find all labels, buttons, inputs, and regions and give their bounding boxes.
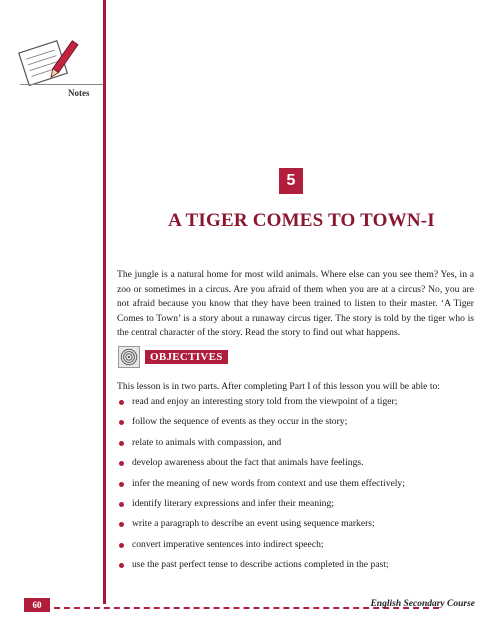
bullet-dot-icon (119, 543, 124, 548)
list-item (117, 416, 477, 428)
list-item-text: write a paragraph to describe an event using sequence markers; (132, 518, 375, 530)
list-item-text: develop awareness about the fact that animals have feelings. (132, 457, 364, 469)
bullet-dot-icon (119, 420, 124, 425)
list-item (117, 478, 477, 490)
list-item (117, 518, 477, 530)
list-item-text: follow the sequence of events as they occur in the story; (132, 416, 348, 428)
bullet-dot-icon (119, 482, 124, 487)
notes-label: Notes (68, 88, 90, 98)
footer-course-title: English Secondary Course (370, 599, 475, 609)
page-number: 60 (24, 598, 50, 612)
target-icon (118, 346, 140, 368)
list-item-text: identify literary expressions and infer their meaning; (132, 497, 334, 509)
bullet-dot-icon (119, 563, 124, 568)
margin-rule (103, 0, 106, 604)
list-item (117, 457, 477, 469)
list-item (117, 559, 477, 571)
list-item (117, 437, 477, 449)
bullet-dot-icon (119, 400, 124, 405)
list-item (117, 498, 477, 510)
list-item-text: read and enjoy an interesting story told from the viewpoint of a tiger; (132, 396, 398, 407)
list-item-text: relate to animals with compassion, and (132, 436, 282, 448)
list-item (117, 396, 477, 408)
list-item (117, 539, 477, 551)
list-item-text: convert imperative sentences into indirect speech; (132, 538, 324, 550)
intro-paragraph: The jungle is a natural home for most wild animals. Where else can you see them? Yes, in a zoo or sometimes in a circus. Are you afraid of them when you are at a circus? No, you are not afraid because you know that they have been trained to listen to their master. ‘A Tiger Comes to Town’ is a story about a runaway circus tiger. The story is told by the tiger who is the central character of the story. Read the story to find out what happens. (117, 269, 474, 338)
notes-divider (20, 84, 104, 85)
notepad-pencil-icon (14, 38, 84, 88)
objectives-label: OBJECTIVES (145, 350, 228, 364)
objectives-lead: This lesson is in two parts. After completing Part I of this lesson you will be able to: (117, 381, 440, 392)
bullet-dot-icon (119, 522, 124, 527)
chapter-title: A TIGER COMES TO TOWN-I (168, 210, 435, 231)
bullet-dot-icon (119, 461, 124, 466)
list-item-text: use the past perfect tense to describe actions completed in the past; (132, 559, 389, 571)
list-item-text: infer the meaning of new words from context and use them effectively; (132, 477, 405, 489)
bullet-dot-icon (119, 441, 124, 446)
objectives-list (117, 396, 477, 580)
bullet-dot-icon (119, 502, 124, 507)
chapter-number-badge: 5 (279, 168, 303, 194)
